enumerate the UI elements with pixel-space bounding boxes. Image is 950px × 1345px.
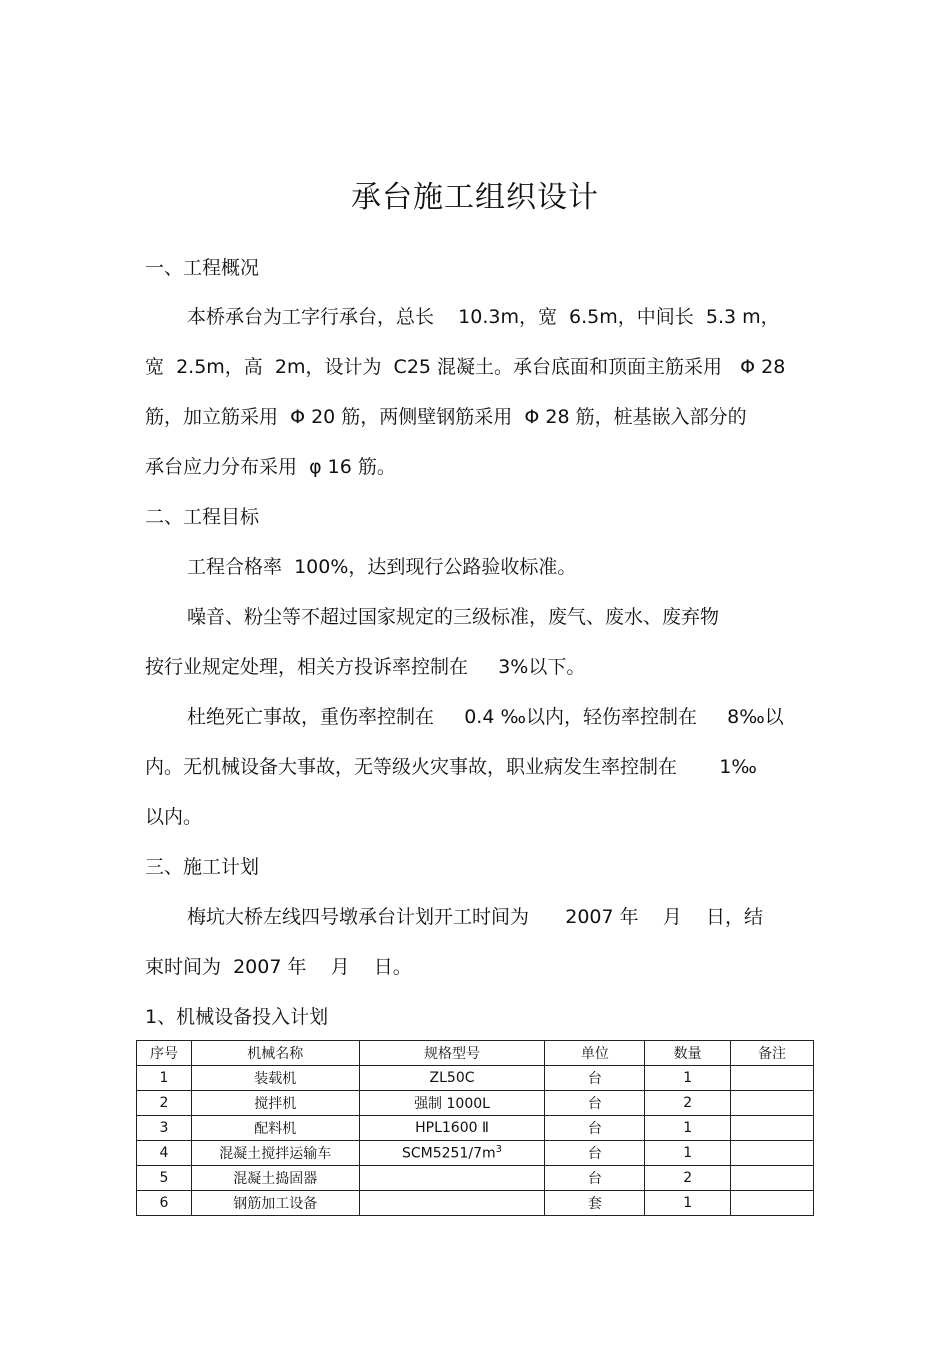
column-header: 备注 [731, 1041, 814, 1066]
paragraph-line: 本桥承台为工字行承台，总长 10.3m，宽 6.5m，中间长 5.3 m， [187, 306, 780, 328]
table-cell: 套 [545, 1191, 645, 1216]
table-cell: 搅拌机 [191, 1091, 359, 1116]
table-cell: 2 [645, 1091, 731, 1116]
paragraph-line: 束时间为 2007 年 月 日。 [145, 956, 412, 978]
table-cell: 1 [645, 1066, 731, 1091]
table-row [137, 1116, 814, 1141]
table-cell: 5 [137, 1166, 192, 1191]
table-cell: 台 [545, 1091, 645, 1116]
table-cell: HPL1600 Ⅱ [359, 1116, 545, 1141]
table-cell: 台 [545, 1166, 645, 1191]
equipment-table [136, 1040, 814, 1216]
paragraph-line: 噪音、粉尘等不超过国家规定的三级标准，废气、废水、废弃物 [187, 606, 720, 628]
table-cell: 强制 1000L [359, 1091, 545, 1116]
table-cell [731, 1116, 814, 1141]
table-cell: 3 [137, 1116, 192, 1141]
table-row [137, 1066, 814, 1091]
table-row [137, 1141, 814, 1166]
table-cell: 台 [545, 1116, 645, 1141]
table-row [137, 1091, 814, 1116]
table-cell [731, 1066, 814, 1091]
table-cell: 6 [137, 1191, 192, 1216]
superscript-unit: 3 [495, 1144, 503, 1156]
table-cell: 台 [545, 1066, 645, 1091]
table-cell [359, 1191, 545, 1216]
table-cell [731, 1091, 814, 1116]
section-heading-goals: 二、工程目标 [145, 506, 260, 528]
table-row [137, 1191, 814, 1216]
paragraph-line: 内。无机械设备大事故，无等级火灾事故，职业病发生率控制在 1‰ [145, 756, 757, 778]
table-cell: 钢筋加工设备 [191, 1191, 359, 1216]
table-cell: 1 [137, 1066, 192, 1091]
paragraph-line: 承台应力分布采用 φ 16 筋。 [145, 456, 396, 478]
table-cell: 1 [645, 1116, 731, 1141]
table-cell [731, 1191, 814, 1216]
section-heading-plan: 三、施工计划 [145, 856, 260, 878]
table-cell: 1 [645, 1141, 731, 1166]
table-cell: 2 [137, 1091, 192, 1116]
paragraph-line: 工程合格率 100%，达到现行公路验收标准。 [187, 556, 577, 578]
spec-text: SCM5251/7m [402, 1145, 496, 1162]
table-row [137, 1166, 814, 1191]
paragraph-line: 以内。 [145, 806, 203, 828]
column-header: 单位 [545, 1041, 645, 1066]
table-cell: 台 [545, 1141, 645, 1166]
table-cell: 混凝土捣固器 [191, 1166, 359, 1191]
column-header: 序号 [137, 1041, 192, 1066]
table-cell: ZL50C [359, 1066, 545, 1091]
table-cell: 装载机 [191, 1066, 359, 1091]
column-header: 机械名称 [191, 1041, 359, 1066]
table-cell: 配料机 [191, 1116, 359, 1141]
column-header: 规格型号 [359, 1041, 545, 1066]
page-title: 承台施工组织设计 [351, 180, 599, 215]
paragraph-line: 按行业规定处理，相关方投诉率控制在 3%以下。 [145, 656, 586, 678]
subsection-heading-equipment: 1、机械设备投入计划 [145, 1006, 329, 1028]
paragraph-line: 杜绝死亡事故，重伤率控制在 0.4 ‰以内，轻伤率控制在 8‰以 [187, 706, 784, 728]
section-heading-overview: 一、工程概况 [145, 257, 260, 279]
paragraph-line: 梅坑大桥左线四号墩承台计划开工时间为 2007 年 月 日，结 [187, 906, 763, 928]
table-header-row [137, 1041, 814, 1066]
paragraph-line: 筋，加立筋采用 Φ 20 筋，两侧壁钢筋采用 Φ 28 筋，桩基嵌入部分的 [145, 406, 747, 428]
table-cell: 混凝土搅拌运输车 [191, 1141, 359, 1166]
table-cell [359, 1166, 545, 1191]
table-cell: 2 [645, 1166, 731, 1191]
table-cell [731, 1166, 814, 1191]
paragraph-line: 宽 2.5m，高 2m，设计为 C25 混凝土。承台底面和顶面主筋采用 Φ 28 [145, 356, 786, 378]
column-header: 数量 [645, 1041, 731, 1066]
table-cell [731, 1141, 814, 1166]
table-cell: 1 [645, 1191, 731, 1216]
table-cell: 4 [137, 1141, 192, 1166]
table-cell [359, 1141, 545, 1166]
